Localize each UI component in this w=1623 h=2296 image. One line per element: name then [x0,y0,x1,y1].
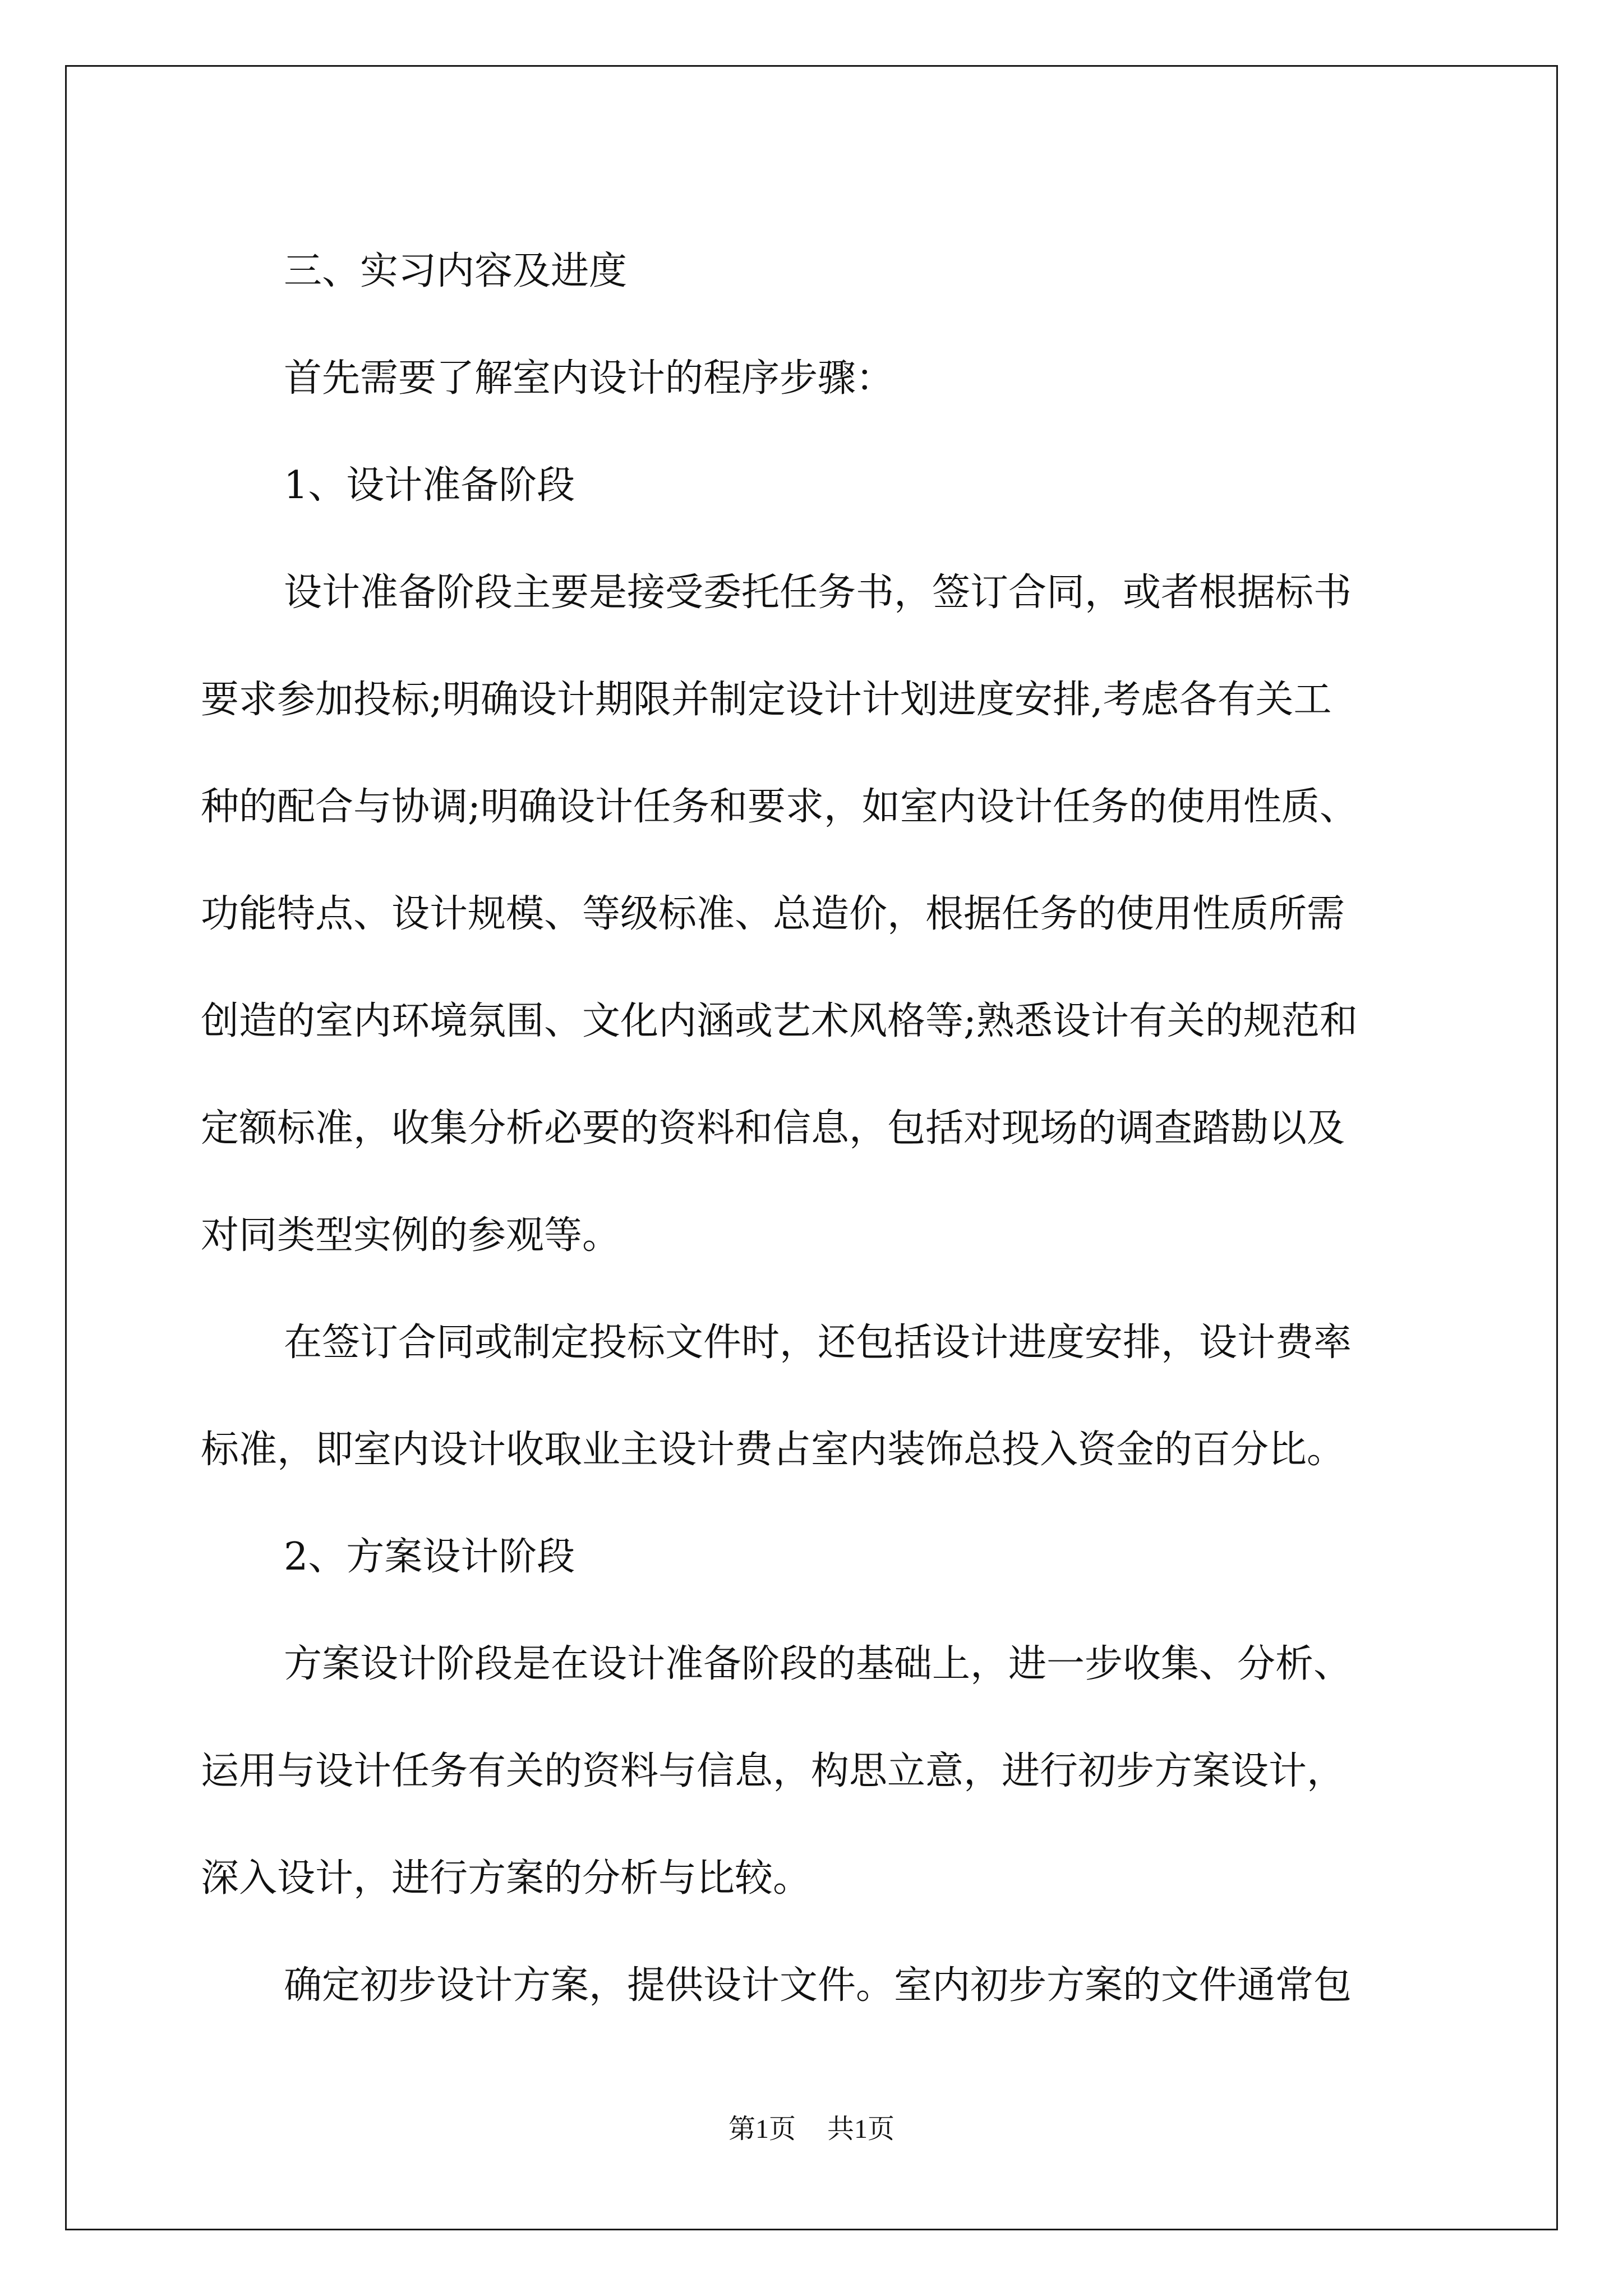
paragraph-line: 设计准备阶段主要是接受委托任务书，签订合同，或者根据标书 [284,570,1352,615]
page-number: 第1页 [728,2114,796,2144]
paragraph-line: 种的配合与协调;明确设计任务和要求，如室内设计任务的使用性质、 [201,785,1358,829]
subsection-heading: 1、设计准备阶段 [284,463,575,508]
page-footer [0,2114,1623,2145]
paragraph-line: 对同类型实例的参观等。 [201,1213,621,1258]
paragraph-line: 首先需要了解室内设计的程序步骤： [284,356,895,401]
paragraph-line: 运用与设计任务有关的资料与信息，构思立意，进行初步方案设计， [201,1749,1345,1793]
paragraph-line: 深入设计，进行方案的分析与比较。 [201,1856,811,1901]
paragraph-line: 功能特点、设计规模、等级标准、总造价，根据任务的使用性质所需 [201,892,1345,936]
paragraph-line: 创造的室内环境氛围、文化内涵或艺术风格等;熟悉设计有关的规范和 [201,999,1358,1043]
paragraph-line: 定额标准，收集分析必要的资料和信息，包括对现场的调查踏勘以及 [201,1106,1345,1151]
paragraph-line: 标准，即室内设计收取业主设计费占室内装饰总投入资金的百分比。 [201,1428,1345,1472]
section-heading: 三、实习内容及进度 [284,249,628,293]
page-total: 共1页 [827,2114,895,2144]
paragraph-line: 在签订合同或制定投标文件时，还包括设计进度安排，设计费率 [284,1320,1352,1365]
paragraph-line: 要求参加投标;明确设计期限并制定设计计划进度安排,考虑各有关工 [201,678,1332,722]
subsection-heading: 2、方案设计阶段 [284,1535,575,1579]
paragraph-line: 确定初步设计方案，提供设计文件。室内初步方案的文件通常包 [284,1963,1352,2008]
document-body [201,218,1468,2039]
paragraph-line: 方案设计阶段是在设计准备阶段的基础上，进一步收集、分析、 [284,1642,1352,1686]
